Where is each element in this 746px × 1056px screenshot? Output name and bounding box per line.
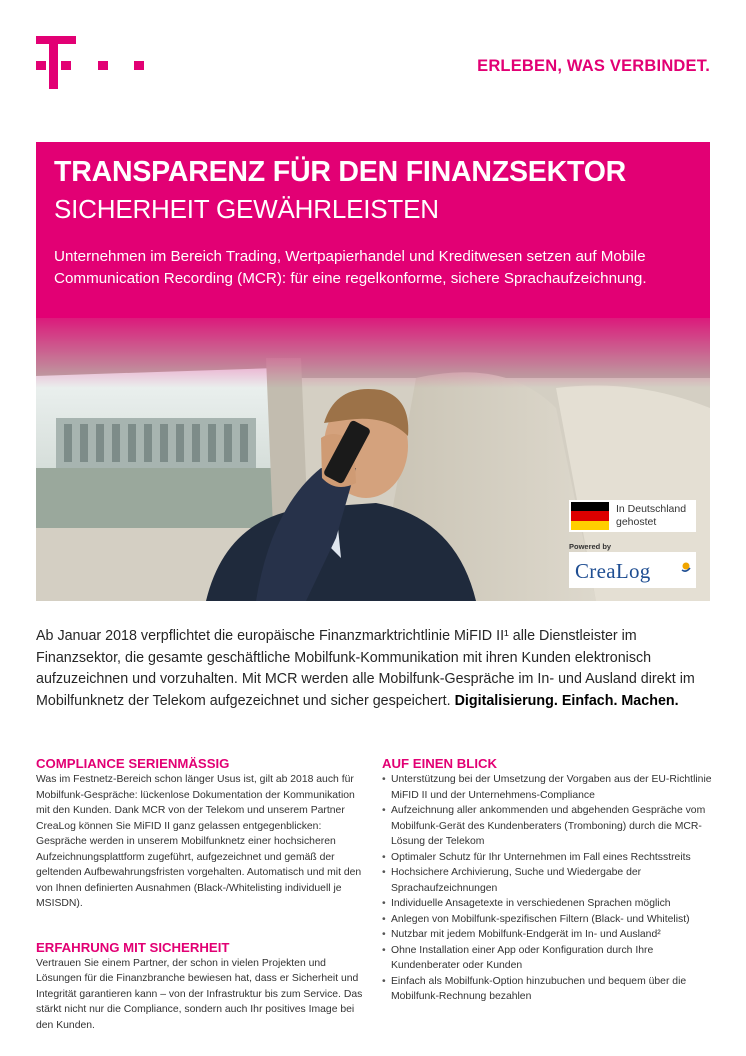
section-title-compliance: COMPLIANCE SERIENMÄSSIG — [36, 756, 230, 771]
crealog-dot-icon — [681, 562, 691, 572]
feature-list — [382, 772, 712, 1005]
left-column — [36, 756, 366, 1033]
list-item: • Einfach als Mobilfunk-Option hinzubuchen und bequem über die Mobilfunk-Rechnung bezahlen — [382, 974, 712, 1005]
brand-tagline: ERLEBEN, WAS VERBINDET. — [477, 57, 710, 75]
page-title: TRANSPARENZ FÜR DEN FINANZSEKTOR — [54, 156, 627, 188]
section-title-experience: ERFAHRUNG MIT SICHERHEIT — [36, 939, 230, 955]
crealog-logo — [569, 552, 696, 588]
right-column — [382, 756, 712, 1005]
hosted-in-germany-badge — [569, 500, 696, 532]
page-subtitle: SICHERHEIT GEWÄHRLEISTEN — [54, 194, 439, 224]
hero-photo — [36, 318, 710, 601]
lead-emphasis: Digitalisierung. Einfach. Machen. — [454, 692, 679, 709]
powered-by-label: Powered by — [569, 542, 612, 551]
hero-intro: Unternehmen im Bereich Trading, Wertpapierhandel und Kreditwesen setzen auf Mobile Communication Recording (MCR): für eine regelkonforme, sichere Sprachaufzeichnung. — [54, 248, 647, 287]
german-flag-icon — [571, 502, 609, 530]
lead-text: Ab Januar 2018 verpflichtet die europäische Finanzmarktrichtlinie MiFID II¹ alle Dienstleister im Finanzsektor, die gesamte geschäftliche Mobilfunk-Kommunikation mit ihren Kunden elektronisch aufzuzeichnen und vorzuhalten. Mit MCR werden alle Mobilfunk-Gespräche im In- und Ausland direkt im Mobilfunknetz der Telekom aufgezeichnet und sicher gespeichert. — [36, 628, 695, 709]
list-item: • Unterstützung bei der Umsetzung der Vorgaben aus der EU-Richtlinie MiFID II und der Unternehmens-Compliance — [382, 772, 712, 803]
list-item: • Individuelle Ansagetexte in verschiedenen Sprachen möglich — [382, 896, 712, 912]
section-text-compliance: Was im Festnetz-Bereich schon länger Usus ist, gilt ab 2018 auch für Mobilfunk-Gespräche: lückenlose Dokumentation der Kommunikation mit den Kunden. Dank MCR von der Telekom und unserem Partner CreaLog können Sie MiFID II ganz gelassen entgegenblicken: Gespräche werden in unserem Mobilfunknetz einer hochsicheren Aufzeichnungsplattform zugeführt, aufgezeichnet und gemäß der geltenden Aufbewahrungsfristen vorgehalten. Automatisch und mit den von Ihnen definierten Ausnahmen (Black-/Whitelisting individuell je MSISDN). — [36, 774, 362, 909]
telekom-t-logo — [36, 36, 146, 92]
lead-paragraph — [36, 626, 712, 712]
crealog-logo-text: CreaLog — [575, 559, 651, 583]
list-item: • Anlegen von Mobilfunk-spezifischen Filtern (Black- und Whitelist) — [382, 912, 712, 928]
hosted-badge-text: In Deutschland gehostet — [616, 503, 687, 528]
hero-banner — [36, 142, 710, 320]
section-title-overview: AUF EINEN BLICK — [382, 756, 498, 771]
list-item: • Aufzeichnung aller ankommenden und abgehenden Gespräche vom Mobilfunk-Gerät des Kundenberaters (Tromboning) durch die MCR-Lösung der Telekom — [382, 803, 712, 850]
list-item: • Ohne Installation einer App oder Konfiguration durch Ihre Kundenberater oder Kunden — [382, 943, 712, 974]
section-text-experience: Vertrauen Sie einem Partner, der schon in vielen Projekten und Lösungen für die Finanzbranche bewiesen hat, dass er Sicherheit und Integrität garantieren kann – von der Infrastruktur bis zum Service. Das stärkt nicht nur die Compliance, sondern auch Ihr positives Image bei den Kunden. — [36, 957, 363, 1031]
list-item: • Optimaler Schutz für Ihr Unternehmen im Fall eines Rechtsstreits — [382, 850, 712, 866]
list-item: • Nutzbar mit jedem Mobilfunk-Endgerät im In- und Ausland² — [382, 927, 712, 943]
list-item: • Hochsichere Archivierung, Suche und Wiedergabe der Sprachaufzeichnungen — [382, 865, 712, 896]
